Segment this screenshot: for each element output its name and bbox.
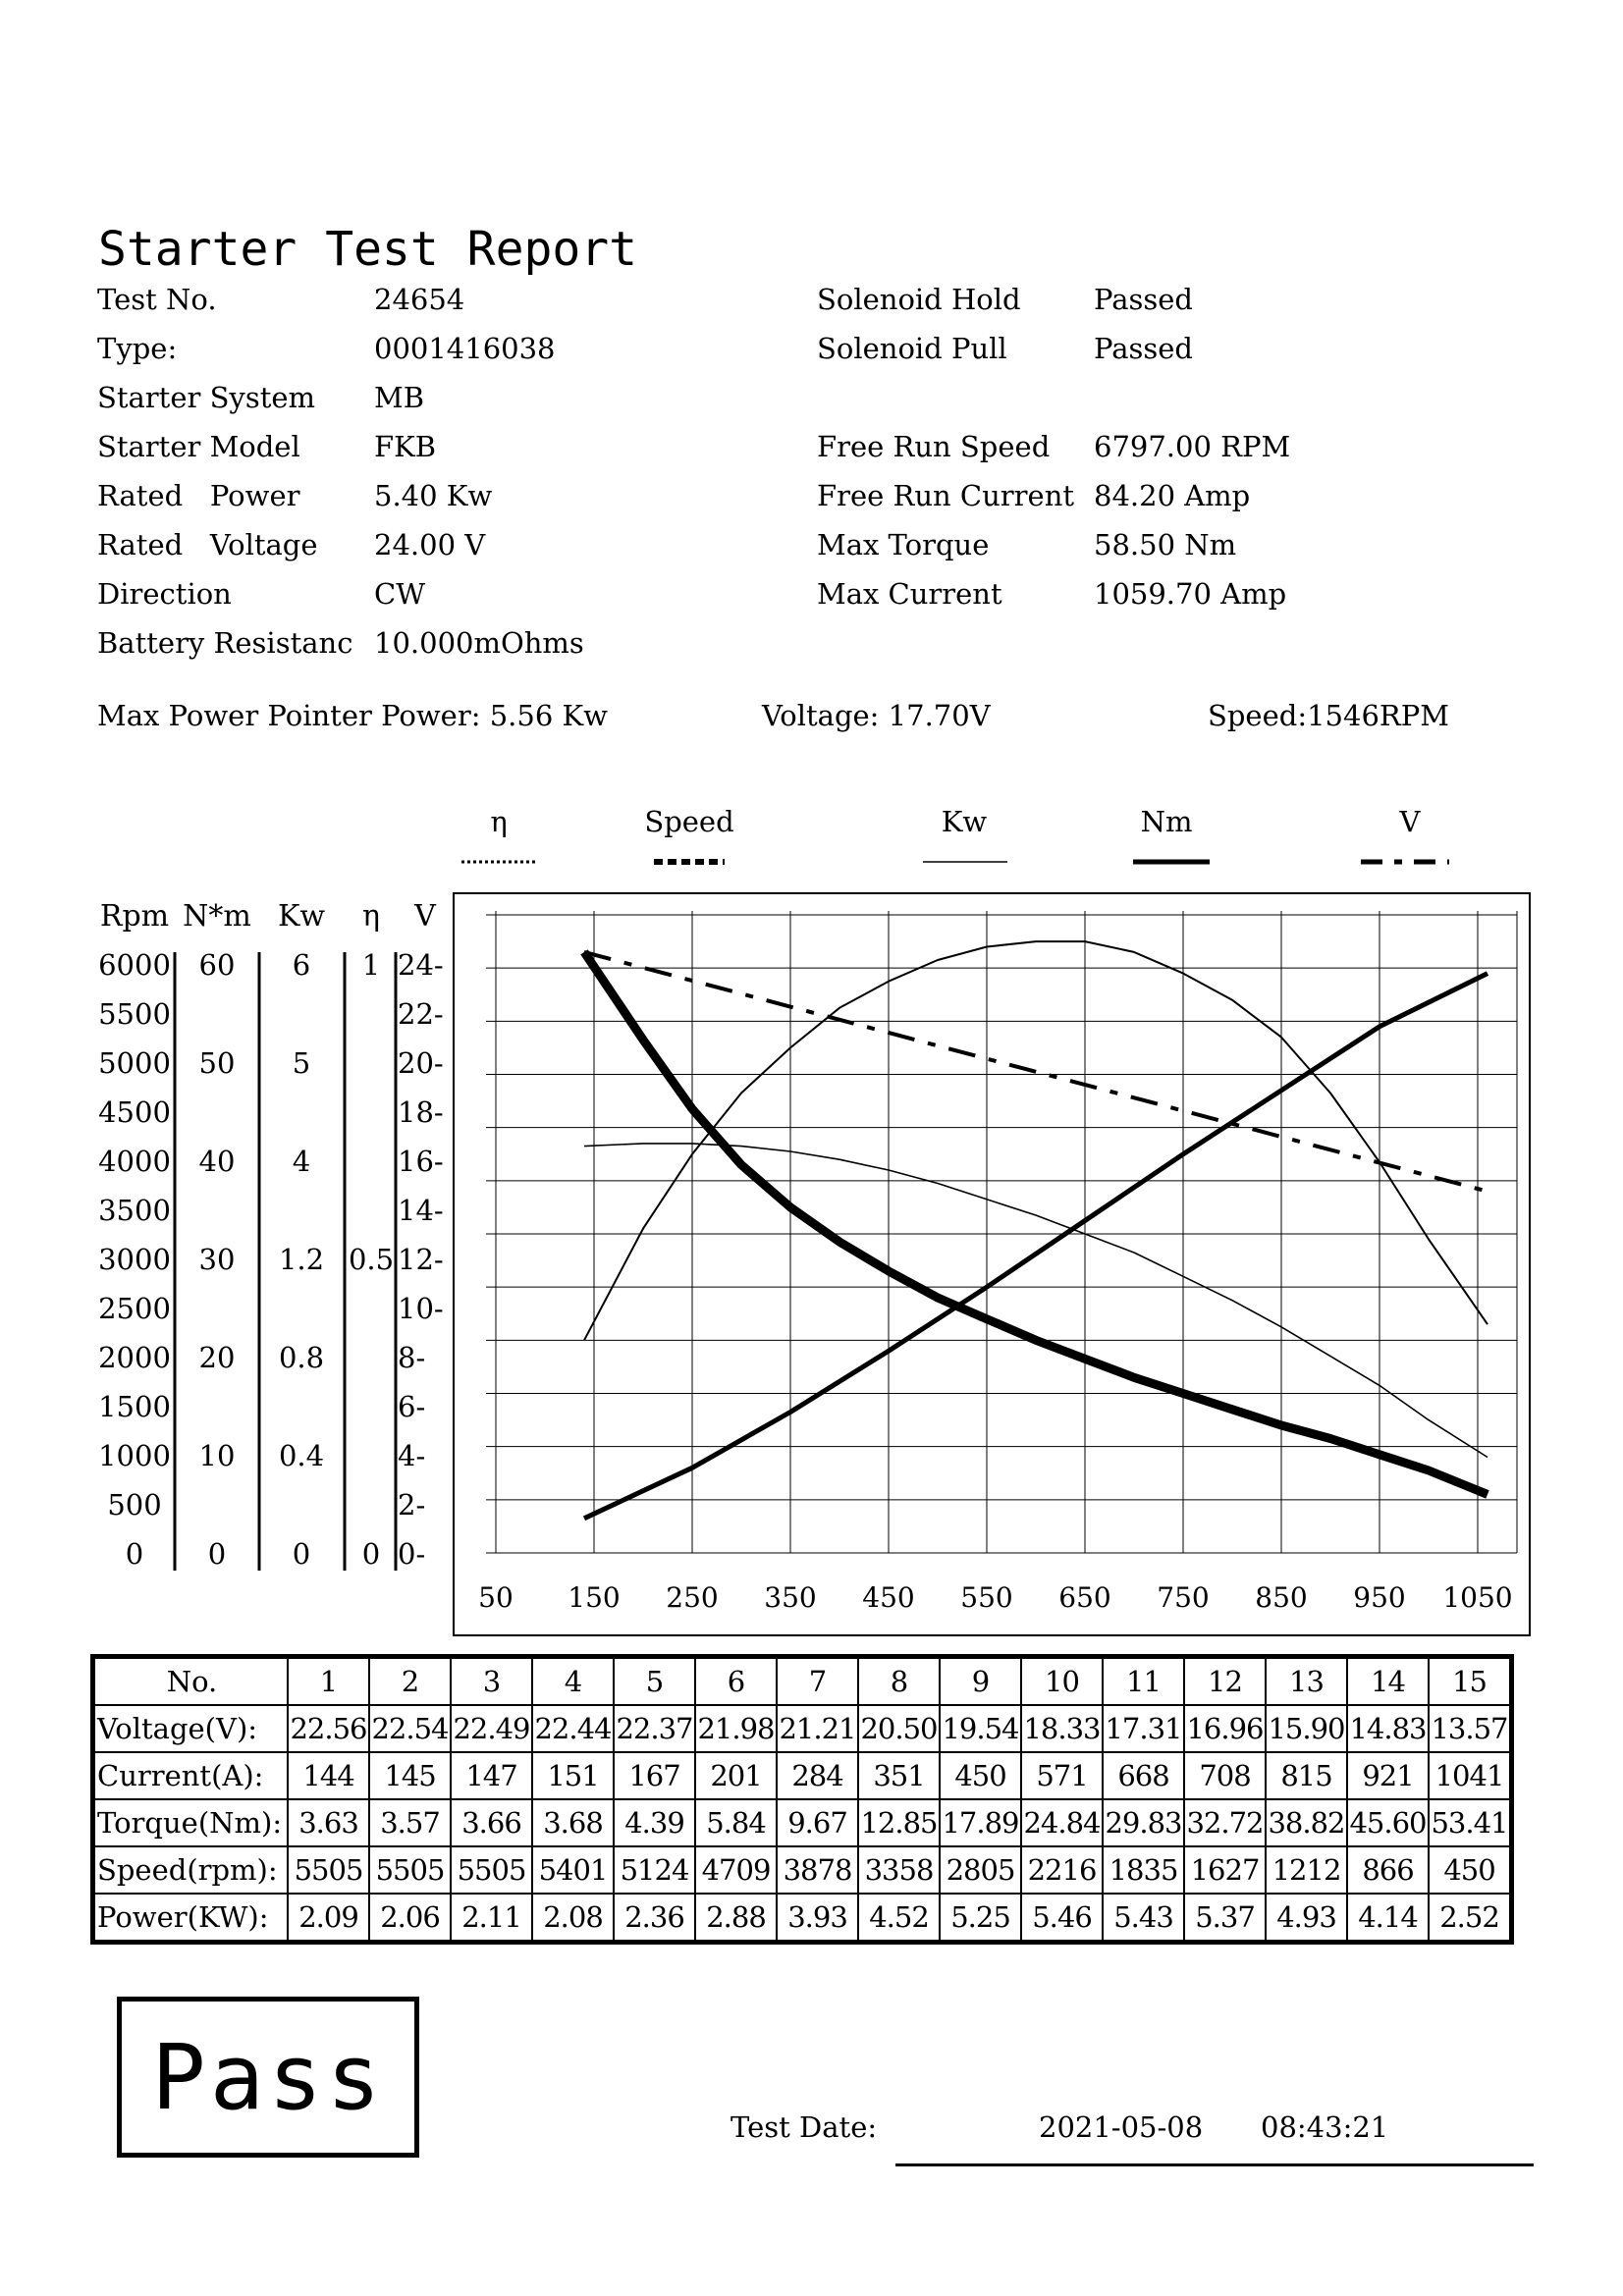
- right-info-label: Max Torque: [817, 528, 990, 561]
- axis-tick-label: 0: [125, 1537, 144, 1571]
- axis-tick-label: 1000: [98, 1439, 171, 1472]
- axis-tick-label: 0: [292, 1537, 311, 1571]
- axis-tick-label: 8-: [398, 1341, 426, 1374]
- left-info-label: Rated Voltage: [97, 528, 318, 561]
- axis-tick-label: 0.5: [348, 1243, 395, 1276]
- table-cell: 2216: [1021, 1846, 1103, 1894]
- table-cell: 5401: [532, 1846, 614, 1894]
- axis-tick-label: 16-: [398, 1145, 444, 1178]
- table-row: [93, 1799, 1512, 1846]
- speed-series-line: [584, 952, 1488, 1495]
- result-text: Pass: [151, 2024, 385, 2130]
- axis-tick-label: 0.4: [278, 1439, 325, 1472]
- max-power-voltage: Voltage: 17.70V: [762, 699, 991, 732]
- table-cell: 4.52: [858, 1894, 940, 1943]
- right-info-value: Passed: [1094, 332, 1193, 365]
- table-row: [93, 1752, 1512, 1799]
- axis-tick-label: 30: [198, 1243, 236, 1276]
- table-cell: 147: [451, 1752, 532, 1799]
- axis-header: Kw: [277, 899, 326, 934]
- axis-tick-label: 1: [361, 948, 381, 982]
- left-info-value: CW: [374, 577, 425, 611]
- table-cell: 22.56: [288, 1705, 369, 1752]
- axis-header: η: [362, 899, 380, 934]
- table-column-number: 15: [1429, 1657, 1512, 1706]
- table-cell: 815: [1266, 1752, 1347, 1799]
- axis-tick-label: 20-: [398, 1046, 444, 1080]
- axis-tick-label: 4-: [398, 1439, 426, 1472]
- table-cell: 5505: [451, 1846, 532, 1894]
- left-info-label: Starter System: [97, 381, 316, 414]
- axis-tick-label: 6-: [398, 1390, 426, 1423]
- left-info-label: Starter Model: [97, 430, 300, 463]
- table-cell: 2.52: [1429, 1894, 1512, 1943]
- axis-tick-label: 0: [207, 1537, 227, 1571]
- legend-label: Speed: [644, 805, 734, 838]
- x-tick-label: 750: [1157, 1581, 1210, 1614]
- table-cell: 866: [1347, 1846, 1429, 1894]
- x-tick-label: 450: [862, 1581, 915, 1614]
- axis-tick-label: 2000: [98, 1341, 171, 1374]
- table-cell: 351: [858, 1752, 940, 1799]
- table-cell: 921: [1347, 1752, 1429, 1799]
- table-cell: 21.98: [695, 1705, 777, 1752]
- table-cell: 2.06: [369, 1894, 451, 1943]
- right-info-label: Free Run Speed: [817, 430, 1051, 463]
- table-cell: 2.36: [614, 1894, 695, 1943]
- test-data-table: [90, 1654, 1514, 1945]
- axis-tick-label: 4500: [98, 1095, 171, 1129]
- x-tick-label: 950: [1353, 1581, 1406, 1614]
- legend-label: Kw: [941, 805, 988, 838]
- table-cell: 24.84: [1021, 1799, 1103, 1846]
- x-tick-label: 250: [666, 1581, 719, 1614]
- table-cell: 4.14: [1347, 1894, 1429, 1943]
- axis-tick-label: 0: [361, 1537, 381, 1571]
- table-cell: 19.54: [940, 1705, 1021, 1752]
- table-cell: 3.63: [288, 1799, 369, 1846]
- table-cell: 144: [288, 1752, 369, 1799]
- test-time-value: 08:43:21: [1261, 2110, 1389, 2144]
- legend-label: Nm: [1140, 805, 1193, 838]
- table-cell: 201: [695, 1752, 777, 1799]
- axis-tick-label: 5: [292, 1046, 311, 1080]
- right-info-value: 6797.00 RPM: [1094, 430, 1291, 463]
- table-cell: 708: [1184, 1752, 1266, 1799]
- table-column-number: 14: [1347, 1657, 1429, 1706]
- table-cell: 4709: [695, 1846, 777, 1894]
- right-info-label: Solenoid Hold: [817, 283, 1021, 316]
- table-column-number: 10: [1021, 1657, 1103, 1706]
- table-cell: 21.21: [777, 1705, 858, 1752]
- table-cell: 3.57: [369, 1799, 451, 1846]
- table-cell: 2.88: [695, 1894, 777, 1943]
- table-cell: 571: [1021, 1752, 1103, 1799]
- x-tick-label: 350: [764, 1581, 817, 1614]
- legend-label: V: [1399, 805, 1421, 838]
- axis-tick-label: 3000: [98, 1243, 171, 1276]
- x-tick-label: 1050: [1442, 1581, 1513, 1614]
- torque-series-line: [584, 974, 1488, 1519]
- left-info-label: Rated Power: [97, 479, 300, 512]
- date-underline: [895, 2163, 1534, 2166]
- left-info-value: 24654: [374, 283, 465, 316]
- test-date-label: Test Date:: [730, 2110, 878, 2144]
- table-cell: 151: [532, 1752, 614, 1799]
- table-cell: 29.83: [1103, 1799, 1184, 1846]
- axis-tick-label: 22-: [398, 997, 444, 1031]
- table-cell: 3.68: [532, 1799, 614, 1846]
- right-info-label: Max Current: [817, 577, 1002, 611]
- table-column-number: 3: [451, 1657, 532, 1706]
- table-cell: 668: [1103, 1752, 1184, 1799]
- axis-tick-label: 40: [198, 1145, 236, 1178]
- table-row: [93, 1894, 1512, 1943]
- table-cell: 9.67: [777, 1799, 858, 1846]
- table-column-number: 8: [858, 1657, 940, 1706]
- table-cell: 22.54: [369, 1705, 451, 1752]
- table-cell: 14.83: [1347, 1705, 1429, 1752]
- test-date-value: 2021-05-08: [1039, 2110, 1204, 2144]
- table-cell: 284: [777, 1752, 858, 1799]
- axis-tick-label: 1500: [98, 1390, 171, 1423]
- table-cell: 450: [940, 1752, 1021, 1799]
- table-column-number: 5: [614, 1657, 695, 1706]
- table-cell: 22.37: [614, 1705, 695, 1752]
- left-info-value: 0001416038: [374, 332, 556, 365]
- axis-tick-label: 6000: [98, 948, 171, 982]
- table-cell: 2.11: [451, 1894, 532, 1943]
- table-cell: 1627: [1184, 1846, 1266, 1894]
- table-cell: 4.39: [614, 1799, 695, 1846]
- legend-label: η: [490, 805, 508, 838]
- table-cell: 20.50: [858, 1705, 940, 1752]
- table-cell: 2.09: [288, 1894, 369, 1943]
- result-stamp: [117, 1997, 419, 2158]
- table-column-number: 4: [532, 1657, 614, 1706]
- table-cell: 45.60: [1347, 1799, 1429, 1846]
- table-cell: 16.96: [1184, 1705, 1266, 1752]
- axis-tick-label: 18-: [398, 1095, 444, 1129]
- table-header-row: [93, 1657, 1512, 1706]
- axis-tick-label: 5500: [98, 997, 171, 1031]
- axis-header: V: [414, 899, 436, 934]
- table-column-number: 6: [695, 1657, 777, 1706]
- table-column-number: 12: [1184, 1657, 1266, 1706]
- axis-tick-label: 12-: [398, 1243, 444, 1276]
- table-column-number: 11: [1103, 1657, 1184, 1706]
- axis-tick-label: 500: [107, 1488, 162, 1522]
- table-header-label: No.: [93, 1657, 289, 1706]
- axis-tick-label: 0-: [398, 1537, 426, 1571]
- table-cell: 18.33: [1021, 1705, 1103, 1752]
- axis-tick-label: 20: [198, 1341, 236, 1374]
- axis-tick-label: 1.2: [278, 1243, 325, 1276]
- left-info-value: MB: [374, 381, 425, 414]
- table-cell: 1041: [1429, 1752, 1512, 1799]
- table-cell: 15.90: [1266, 1705, 1347, 1752]
- table-row-label: Voltage(V):: [93, 1705, 289, 1752]
- axis-tick-label: 10: [198, 1439, 236, 1472]
- table-cell: 22.44: [532, 1705, 614, 1752]
- table-cell: 5.25: [940, 1894, 1021, 1943]
- table-cell: 13.57: [1429, 1705, 1512, 1752]
- axis-tick-label: 4000: [98, 1145, 171, 1178]
- table-cell: 5505: [288, 1846, 369, 1894]
- table-cell: 167: [614, 1752, 695, 1799]
- x-tick-label: 650: [1058, 1581, 1111, 1614]
- table-cell: 1835: [1103, 1846, 1184, 1894]
- table-cell: 5505: [369, 1846, 451, 1894]
- performance-chart: [0, 785, 1623, 1649]
- table-cell: 5.46: [1021, 1894, 1103, 1943]
- right-info-value: 84.20 Amp: [1094, 479, 1251, 512]
- axis-tick-label: 6: [292, 948, 311, 982]
- table-column-number: 1: [288, 1657, 369, 1706]
- table-cell: 2.08: [532, 1894, 614, 1943]
- table-cell: 2805: [940, 1846, 1021, 1894]
- max-power-text: Max Power Pointer Power: 5.56 Kw: [97, 699, 608, 732]
- axis-tick-label: 14-: [398, 1194, 444, 1227]
- voltage-series-line: [584, 952, 1488, 1192]
- axis-tick-label: 2500: [98, 1292, 171, 1325]
- axis-tick-label: 24-: [398, 948, 444, 982]
- x-tick-label: 50: [478, 1581, 514, 1614]
- table-cell: 12.85: [858, 1799, 940, 1846]
- right-info-label: Free Run Current: [817, 479, 1075, 512]
- efficiency-series-line: [584, 1144, 1488, 1458]
- left-info-value: FKB: [374, 430, 437, 463]
- table-cell: 32.72: [1184, 1799, 1266, 1846]
- table-cell: 5124: [614, 1846, 695, 1894]
- axis-tick-label: 4: [292, 1145, 311, 1178]
- axis-tick-label: 10-: [398, 1292, 444, 1325]
- table-cell: 3.66: [451, 1799, 532, 1846]
- axis-tick-label: 2-: [398, 1488, 426, 1522]
- axis-tick-label: 0.8: [278, 1341, 325, 1374]
- table-cell: 3878: [777, 1846, 858, 1894]
- table-column-number: 2: [369, 1657, 451, 1706]
- table-cell: 5.84: [695, 1799, 777, 1846]
- table-cell: 17.89: [940, 1799, 1021, 1846]
- table-cell: 3358: [858, 1846, 940, 1894]
- left-info-value: 10.000mOhms: [374, 626, 584, 660]
- table-row-label: Speed(rpm):: [93, 1846, 289, 1894]
- table-row-label: Torque(Nm):: [93, 1799, 289, 1846]
- right-info-label: Solenoid Pull: [817, 332, 1007, 365]
- table-row: [93, 1846, 1512, 1894]
- axis-tick-label: 50: [198, 1046, 236, 1080]
- table-row-label: Current(A):: [93, 1752, 289, 1799]
- table-cell: 53.41: [1429, 1799, 1512, 1846]
- table-cell: 17.31: [1103, 1705, 1184, 1752]
- x-tick-label: 150: [568, 1581, 621, 1614]
- left-info-value: 5.40 Kw: [374, 479, 493, 512]
- x-tick-label: 550: [960, 1581, 1013, 1614]
- table-cell: 22.49: [451, 1705, 532, 1752]
- table-cell: 5.43: [1103, 1894, 1184, 1943]
- left-info-label: Type:: [97, 332, 178, 365]
- table-row-label: Power(KW):: [93, 1894, 289, 1943]
- right-info-value: Passed: [1094, 283, 1193, 316]
- table-cell: 145: [369, 1752, 451, 1799]
- table-row: [93, 1705, 1512, 1752]
- table-cell: 1212: [1266, 1846, 1347, 1894]
- axis-tick-label: 5000: [98, 1046, 171, 1080]
- axis-tick-label: 60: [198, 948, 236, 982]
- table-cell: 450: [1429, 1846, 1512, 1894]
- table-column-number: 7: [777, 1657, 858, 1706]
- axis-header: Rpm: [99, 899, 170, 934]
- table-column-number: 13: [1266, 1657, 1347, 1706]
- table-cell: 4.93: [1266, 1894, 1347, 1943]
- left-info-label: Direction: [97, 577, 232, 611]
- axis-tick-label: 3500: [98, 1194, 171, 1227]
- right-info-value: 58.50 Nm: [1094, 528, 1237, 561]
- axis-header: N*m: [183, 899, 251, 934]
- left-info-label: Test No.: [97, 283, 217, 316]
- report-title: Starter Test Report: [98, 222, 638, 277]
- x-tick-label: 850: [1255, 1581, 1308, 1614]
- left-info-label: Battery Resistanc: [97, 626, 353, 660]
- table-column-number: 9: [940, 1657, 1021, 1706]
- max-power-speed: Speed:1546RPM: [1208, 699, 1449, 732]
- table-cell: 3.93: [777, 1894, 858, 1943]
- right-info-value: 1059.70 Amp: [1094, 577, 1287, 611]
- table-cell: 5.37: [1184, 1894, 1266, 1943]
- table-cell: 38.82: [1266, 1799, 1347, 1846]
- left-info-value: 24.00 V: [374, 528, 486, 561]
